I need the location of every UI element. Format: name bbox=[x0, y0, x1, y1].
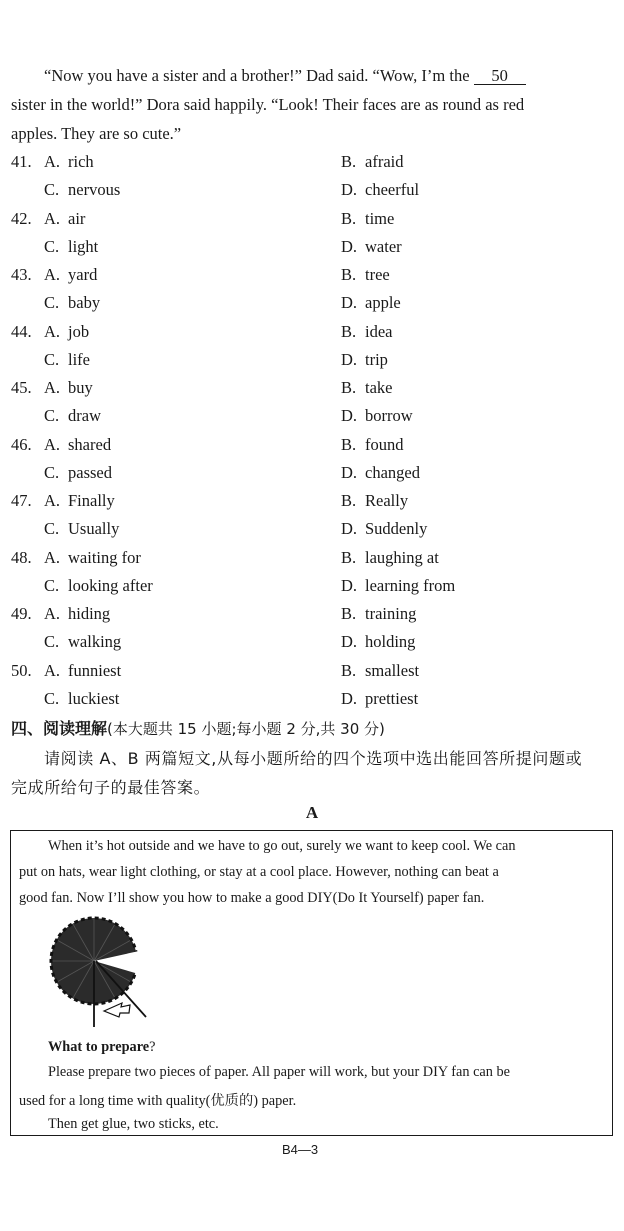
option-text: baby bbox=[68, 293, 101, 312]
option-b bbox=[341, 604, 416, 624]
option-text: idea bbox=[365, 322, 393, 341]
option-text: air bbox=[68, 209, 86, 228]
passage-a-line: When it’s hot outside and we have to go out, surely we want to keep cool. We can bbox=[48, 838, 516, 854]
option-c bbox=[44, 632, 121, 652]
passage-a-line: Then get glue, two sticks, etc. bbox=[48, 1116, 219, 1132]
option-letter: D. bbox=[341, 406, 358, 425]
option-letter: D. bbox=[341, 519, 358, 538]
option-text: afraid bbox=[365, 152, 404, 171]
option-letter: A. bbox=[44, 491, 61, 510]
option-text: prettiest bbox=[365, 689, 419, 708]
passage-line-3: apples. They are so cute.” bbox=[11, 124, 182, 143]
option-text: job bbox=[68, 322, 90, 341]
option-c bbox=[44, 689, 119, 709]
option-letter: D. bbox=[341, 689, 358, 708]
option-text: waiting for bbox=[68, 548, 141, 567]
option-text: changed bbox=[365, 463, 420, 482]
section-title: 四、阅读理解 bbox=[11, 719, 108, 738]
option-text: funniest bbox=[68, 661, 122, 680]
option-d bbox=[341, 689, 418, 709]
option-c bbox=[44, 463, 112, 483]
option-b bbox=[341, 661, 419, 681]
option-text: Really bbox=[365, 491, 409, 510]
option-text: trip bbox=[365, 350, 388, 369]
option-d bbox=[341, 293, 401, 313]
option-letter: A. bbox=[44, 265, 61, 284]
option-a bbox=[44, 604, 110, 624]
option-text: time bbox=[365, 209, 395, 228]
passage-a-line: Please prepare two pieces of paper. All paper will work, but your DIY fan can be bbox=[48, 1064, 510, 1080]
option-letter: D. bbox=[341, 180, 358, 199]
option-text: holding bbox=[365, 632, 416, 651]
option-a bbox=[44, 152, 94, 172]
option-text: training bbox=[365, 604, 417, 623]
question-number: 46. bbox=[11, 435, 32, 454]
option-letter: C. bbox=[44, 406, 60, 425]
option-c bbox=[44, 180, 120, 200]
option-b bbox=[341, 378, 392, 398]
option-a bbox=[44, 435, 111, 455]
question-number: 42. bbox=[11, 209, 32, 228]
option-letter: D. bbox=[341, 463, 358, 482]
option-text: hiding bbox=[68, 604, 111, 623]
option-letter: B. bbox=[341, 491, 357, 510]
option-text: yard bbox=[68, 265, 98, 284]
option-text: Suddenly bbox=[365, 519, 428, 538]
option-letter: B. bbox=[341, 322, 357, 341]
option-b bbox=[341, 209, 394, 229]
option-letter: A. bbox=[44, 435, 61, 454]
option-d bbox=[341, 463, 420, 483]
option-letter: A. bbox=[44, 209, 61, 228]
passage-a-line: used for a long time with quality(优质的) paper. bbox=[19, 1093, 297, 1109]
option-text: nervous bbox=[68, 180, 121, 199]
passage-line-1 bbox=[44, 66, 526, 86]
option-text: borrow bbox=[365, 406, 413, 425]
option-letter: A. bbox=[44, 378, 61, 397]
option-letter: A. bbox=[44, 604, 61, 623]
option-b bbox=[341, 435, 404, 455]
question-number: 44. bbox=[11, 322, 32, 341]
option-a bbox=[44, 322, 89, 342]
option-letter: B. bbox=[341, 378, 357, 397]
option-letter: C. bbox=[44, 632, 60, 651]
passage-text: “Now you have a sister and a brother!” Dad said. “Wow, I’m the bbox=[44, 66, 474, 85]
subheading-what-to-prepare: What to prepare? bbox=[48, 1039, 156, 1055]
question-number: 50. bbox=[11, 661, 32, 680]
option-a bbox=[44, 378, 93, 398]
option-letter: D. bbox=[341, 237, 358, 256]
option-a bbox=[44, 209, 85, 229]
option-b bbox=[341, 322, 392, 342]
option-d bbox=[341, 406, 413, 426]
page-number: B4—3 bbox=[282, 1142, 319, 1157]
option-a bbox=[44, 491, 115, 511]
option-letter: C. bbox=[44, 237, 60, 256]
instruction-line-2: 完成所给句子的最佳答案。 bbox=[11, 778, 211, 797]
option-text: smallest bbox=[365, 661, 420, 680]
option-text: buy bbox=[68, 378, 93, 397]
section-heading bbox=[11, 716, 385, 739]
section-title-note: (本大题共 15 小题;每小题 2 分,共 30 分) bbox=[107, 720, 385, 738]
option-letter: B. bbox=[341, 548, 357, 567]
passage-label: A bbox=[305, 803, 319, 822]
option-text: shared bbox=[68, 435, 112, 454]
question-number: 48. bbox=[11, 548, 32, 567]
option-c bbox=[44, 406, 101, 426]
option-d bbox=[341, 350, 388, 370]
option-d bbox=[341, 237, 402, 257]
option-a bbox=[44, 661, 121, 681]
option-text: luckiest bbox=[68, 689, 120, 708]
option-letter: A. bbox=[44, 661, 61, 680]
option-letter: A. bbox=[44, 548, 61, 567]
option-text: laughing at bbox=[365, 548, 439, 567]
option-letter: B. bbox=[341, 209, 357, 228]
passage-a-line: put on hats, wear light clothing, or stay at a cool place. However, nothing can beat a bbox=[19, 864, 499, 880]
answer-blank: 50 bbox=[474, 68, 526, 85]
option-d bbox=[341, 576, 455, 596]
option-a bbox=[44, 265, 97, 285]
option-c bbox=[44, 576, 153, 596]
instruction-line-1: 请阅读 A、B 两篇短文,从每小题所给的四个选项中选出能回答所提问题或 bbox=[44, 749, 583, 768]
option-b bbox=[341, 491, 408, 511]
option-b bbox=[341, 548, 439, 568]
option-letter: D. bbox=[341, 576, 358, 595]
option-text: cheerful bbox=[365, 180, 420, 199]
option-text: water bbox=[365, 237, 402, 256]
option-text: Finally bbox=[68, 491, 115, 510]
option-letter: C. bbox=[44, 293, 60, 312]
question-number: 41. bbox=[11, 152, 32, 171]
option-letter: B. bbox=[341, 661, 357, 680]
question-number: 45. bbox=[11, 378, 32, 397]
option-letter: A. bbox=[44, 322, 61, 341]
option-letter: C. bbox=[44, 463, 60, 482]
passage-line-2: sister in the world!” Dora said happily. “Look! Their faces are as round as red bbox=[11, 95, 525, 114]
option-c bbox=[44, 350, 90, 370]
option-text: passed bbox=[68, 463, 112, 482]
option-letter: A. bbox=[44, 152, 61, 171]
option-letter: C. bbox=[44, 576, 60, 595]
paper-fan-illustration-icon bbox=[44, 916, 152, 1028]
option-text: looking after bbox=[68, 576, 153, 595]
option-d bbox=[341, 632, 415, 652]
option-text: life bbox=[68, 350, 90, 369]
option-c bbox=[44, 519, 119, 539]
option-text: light bbox=[68, 237, 99, 256]
question-number: 47. bbox=[11, 491, 32, 510]
question-number: 49. bbox=[11, 604, 32, 623]
option-d bbox=[341, 519, 427, 539]
option-text: rich bbox=[68, 152, 94, 171]
option-text: Usually bbox=[68, 519, 120, 538]
option-b bbox=[341, 152, 403, 172]
option-letter: D. bbox=[341, 350, 358, 369]
option-a bbox=[44, 548, 141, 568]
option-text: learning from bbox=[365, 576, 456, 595]
option-letter: C. bbox=[44, 519, 60, 538]
option-letter: D. bbox=[341, 293, 358, 312]
option-text: walking bbox=[68, 632, 122, 651]
option-b bbox=[341, 265, 390, 285]
option-letter: D. bbox=[341, 632, 358, 651]
option-letter: C. bbox=[44, 689, 60, 708]
option-text: draw bbox=[68, 406, 101, 425]
option-text: tree bbox=[365, 265, 390, 284]
option-letter: B. bbox=[341, 435, 357, 454]
option-text: take bbox=[365, 378, 393, 397]
option-letter: B. bbox=[341, 152, 357, 171]
passage-a-line: good fan. Now I’ll show you how to make a good DIY(Do It Yourself) paper fan. bbox=[19, 890, 485, 906]
option-letter: B. bbox=[341, 604, 357, 623]
question-number: 43. bbox=[11, 265, 32, 284]
option-text: found bbox=[365, 435, 404, 454]
option-d bbox=[341, 180, 419, 200]
option-c bbox=[44, 293, 100, 313]
option-c bbox=[44, 237, 98, 257]
option-letter: C. bbox=[44, 350, 60, 369]
option-letter: B. bbox=[341, 265, 357, 284]
option-text: apple bbox=[365, 293, 401, 312]
option-letter: C. bbox=[44, 180, 60, 199]
